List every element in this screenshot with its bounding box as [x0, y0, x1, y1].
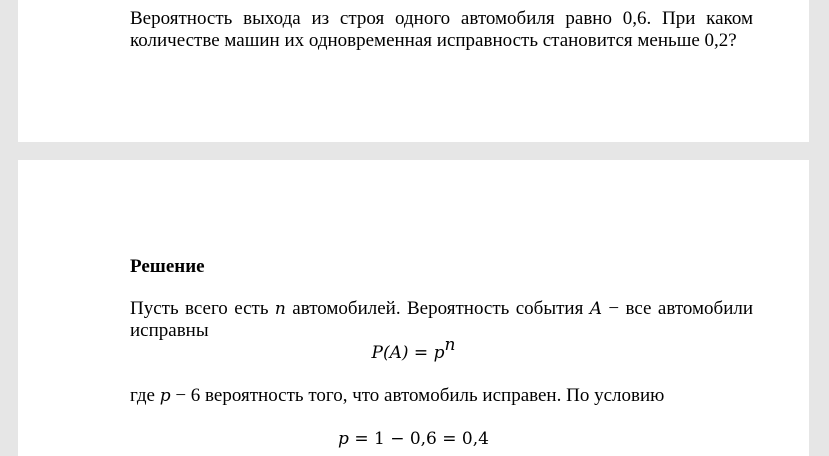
solution-heading: Решение: [130, 256, 205, 277]
formula-var: p: [338, 429, 349, 449]
problem-line-2: количестве машин их одновременная исправность становится меньше 0,2?: [130, 30, 737, 51]
text-run: Пусть всего есть: [130, 298, 269, 319]
formula-rest: = 1 − 0,6 = 0,4: [348, 429, 489, 449]
math-var-n: n: [274, 299, 286, 319]
formula-probability: [18, 335, 809, 364]
solution-paragraph-2: [130, 385, 753, 407]
solution-paragraph-1-line-1: [130, 298, 753, 320]
formula-lhs: P(A) =: [371, 343, 434, 363]
solution-paragraph-1-line-2: исправны: [130, 320, 209, 341]
math-var-p: p: [159, 386, 171, 406]
text-run: − все автомобили: [608, 298, 754, 319]
page-1: [18, 0, 809, 142]
formula-exponent: n: [444, 335, 456, 355]
formula-p-value: [18, 428, 809, 450]
formula-base: p: [433, 343, 445, 363]
math-var-A: A: [589, 299, 602, 319]
text-run: − 6 вероятность того, что автомобиль исправен. По условию: [175, 385, 665, 406]
page-2: [18, 160, 809, 456]
problem-line-1: Вероятность выхода из строя одного автомобиля равно 0,6. При каком: [130, 8, 753, 29]
text-run: автомобилей. Вероятность события: [292, 298, 584, 319]
text-run: где: [130, 385, 155, 406]
